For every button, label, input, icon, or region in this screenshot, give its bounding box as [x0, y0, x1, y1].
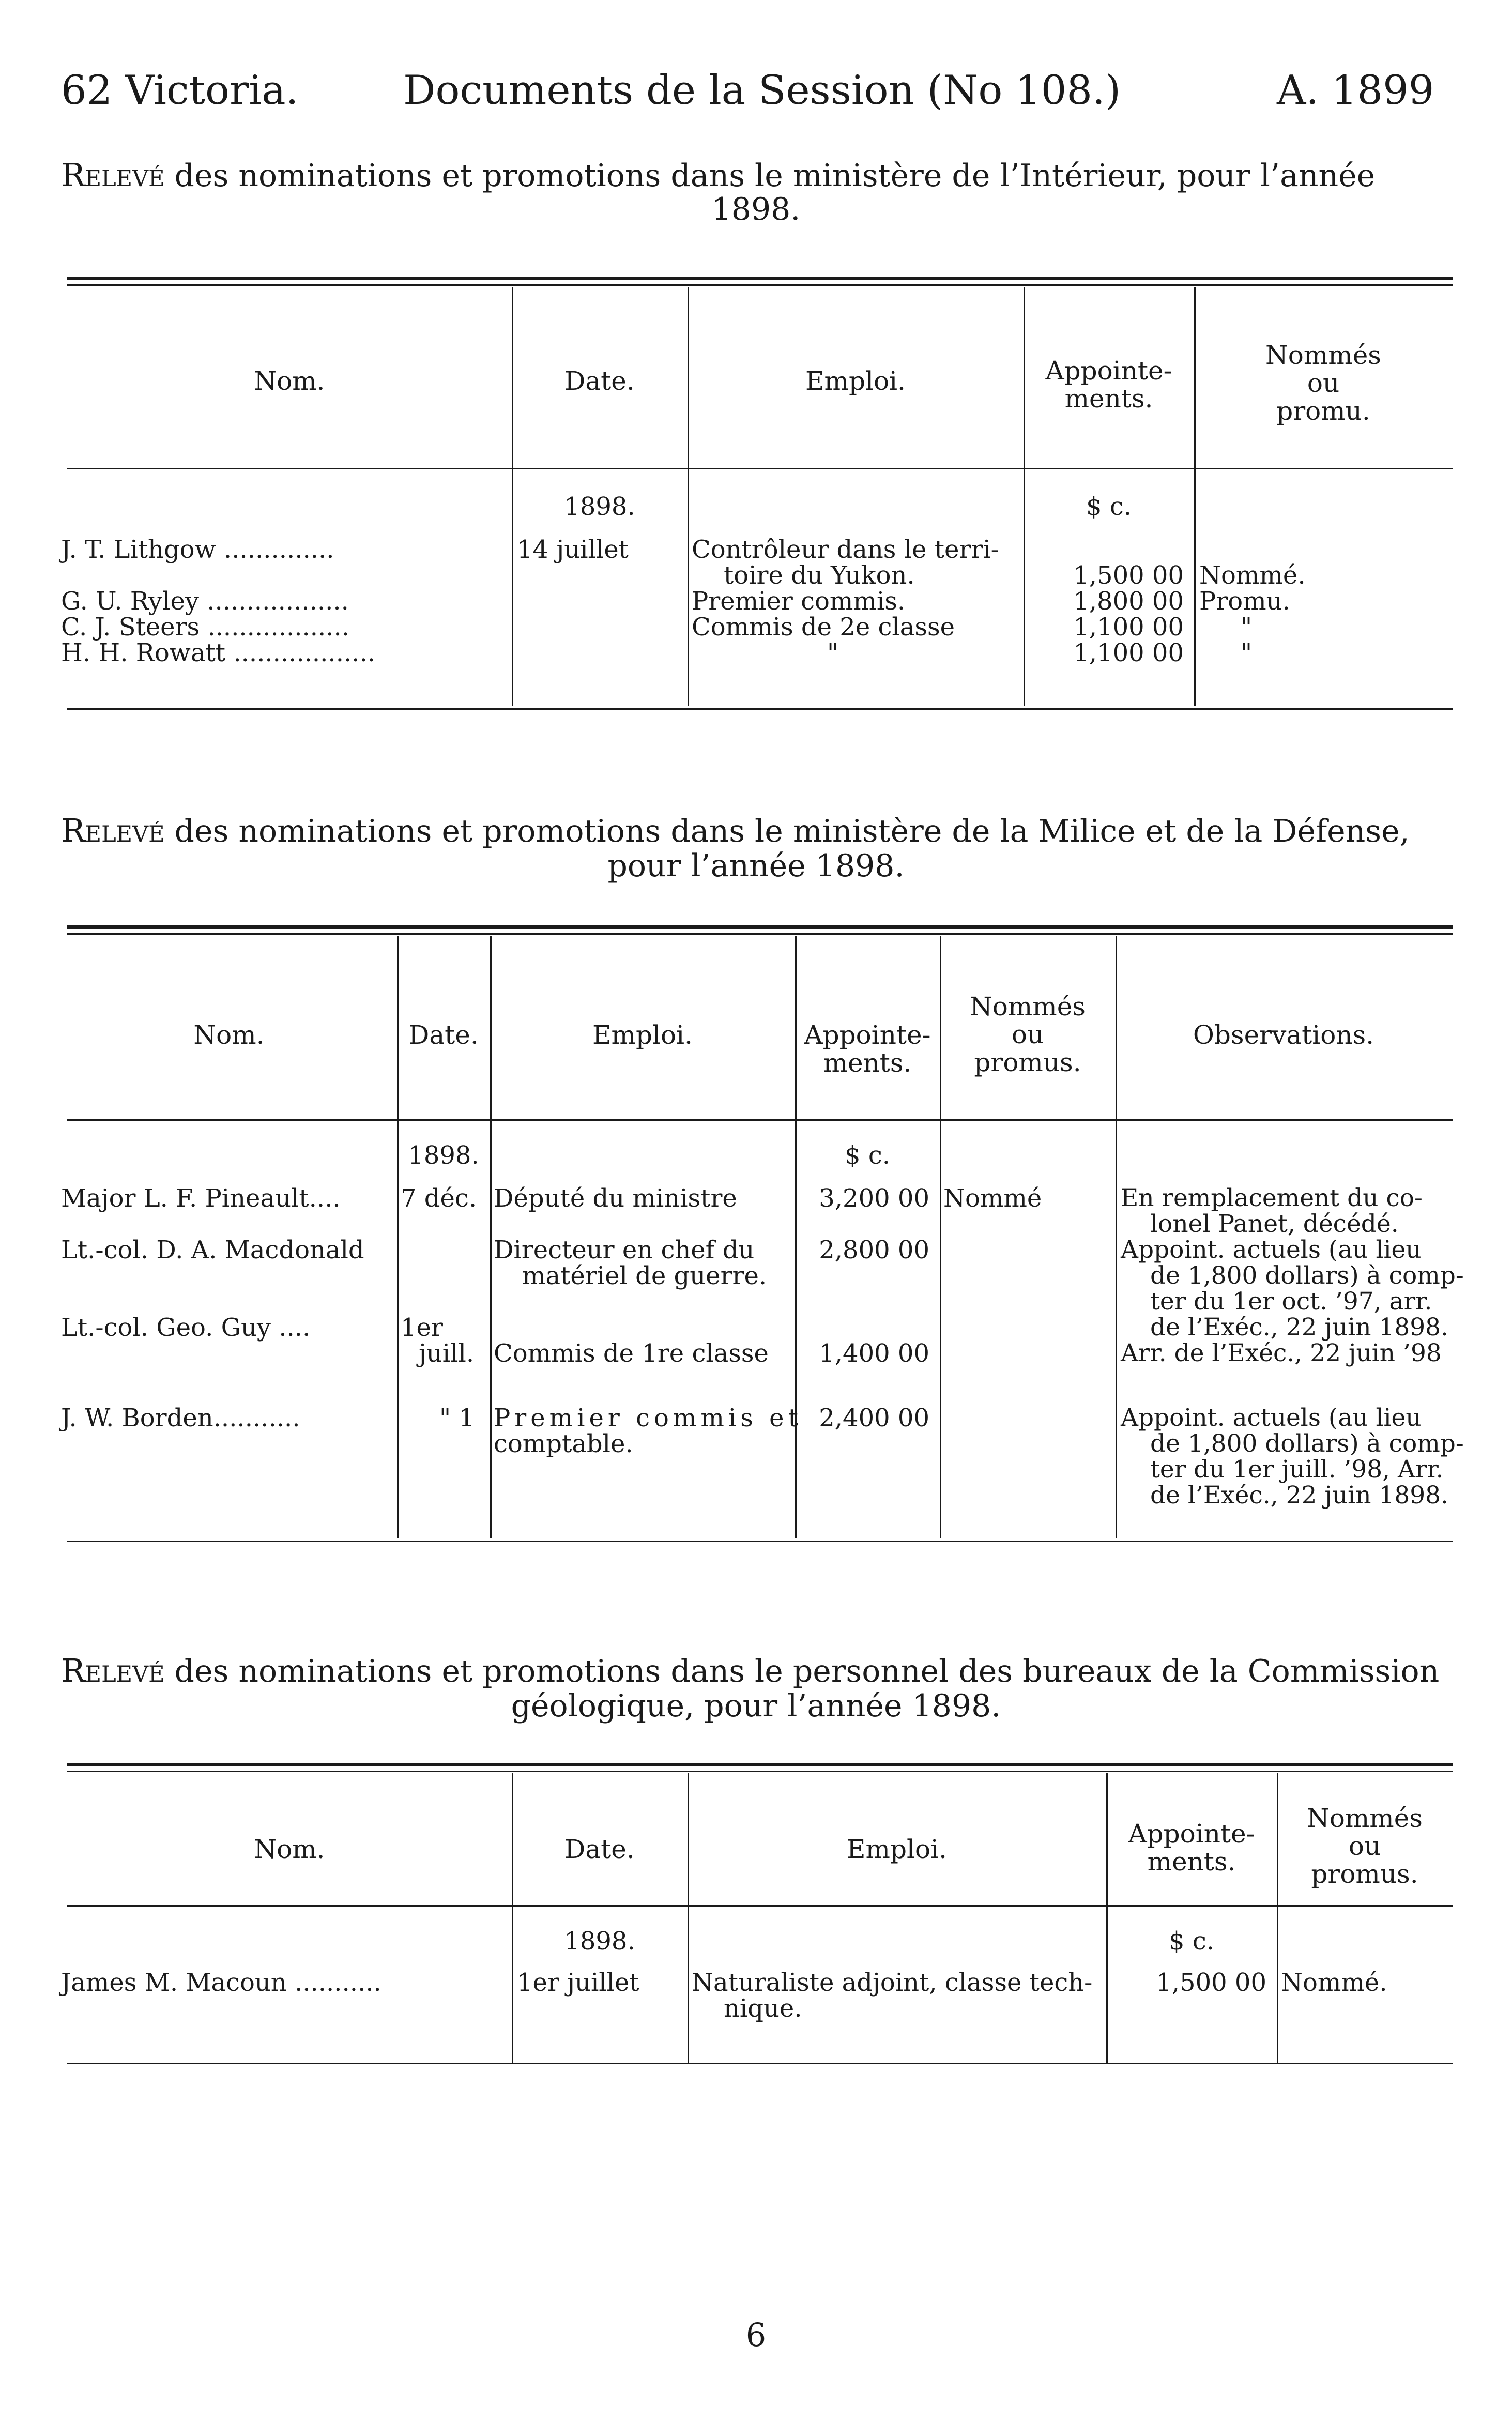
section1-rule-top2 [67, 284, 1453, 286]
section1-col-date: Date. [564, 366, 635, 396]
section3-title-sc: Relevé [61, 1652, 165, 1689]
section1-title-line2: 1898. [711, 191, 801, 227]
page-number: 6 [745, 2316, 767, 2354]
nom: G. U. Ryley [61, 587, 199, 616]
obs: de 1,800 dollars) à comp- [1150, 1429, 1464, 1458]
emploi: toire du Yukon. [724, 561, 915, 590]
section2-col-emploi: Emploi. [592, 1020, 693, 1050]
section2-vline [1116, 936, 1117, 1538]
appoint: 1,100 00 [1073, 613, 1184, 642]
section2-year: 1898. [408, 1141, 479, 1170]
emploi: Commis de 1re classe [494, 1339, 769, 1368]
section3-title-line2: géologique, pour l’année 1898. [511, 1688, 1001, 1724]
obs: de 1,800 dollars) à comp- [1150, 1261, 1464, 1290]
table-row: C. J. Steers .................. [61, 613, 350, 642]
emploi: Premier commis et [494, 1404, 802, 1433]
section1-col-nom: Nom. [254, 366, 325, 396]
emploi: " [827, 638, 839, 667]
date: 14 juillet [517, 535, 629, 564]
section3-year: 1898. [564, 1927, 635, 1956]
table-row: Lt.-col. Geo. Guy .... [61, 1313, 311, 1342]
nom: H. H. Rowatt [61, 638, 226, 667]
section3-col-nom: Nom. [254, 1834, 325, 1864]
nomme: Promu. [1199, 587, 1290, 616]
date: 1er [401, 1313, 443, 1342]
section2-col-obs: Observations. [1193, 1020, 1374, 1050]
obs: lonel Panet, décédé. [1150, 1210, 1399, 1238]
section3-rule-bottom [67, 2063, 1453, 2064]
section1-title [61, 156, 1375, 194]
emploi: Député du ministre [494, 1184, 737, 1213]
date: 1er juillet [517, 1968, 639, 1997]
section2-title-sc: Relevé [61, 812, 165, 849]
emploi: Premier commis. [692, 587, 906, 616]
section2-col-date: Date. [408, 1020, 479, 1050]
nom: J. W. Borden [61, 1404, 213, 1433]
date: juill. [419, 1339, 475, 1368]
table-row [61, 1237, 364, 1263]
appoint: 1,500 00 [1073, 561, 1184, 590]
nom: Major L. F. Pineault [61, 1184, 309, 1213]
nom: J. T. Lithgow [61, 535, 216, 564]
section2-title-rest: des nominations et promotions dans le ministère de la Milice et de la Défense, [174, 813, 1410, 849]
emploi: Commis de 2e classe [692, 613, 955, 642]
obs: Appoint. actuels (au lieu [1121, 1236, 1422, 1264]
section2-col-appoint: Appointe- ments. [804, 1020, 931, 1078]
nomme: " [1241, 638, 1253, 667]
section3-col-date: Date. [564, 1834, 635, 1864]
obs: Appoint. actuels (au lieu [1121, 1404, 1422, 1432]
section2-vline [940, 936, 941, 1538]
appoint: 1,800 00 [1073, 587, 1184, 616]
section1-rule-top [67, 277, 1453, 280]
date: 7 déc. [401, 1184, 477, 1213]
table-row: G. U. Ryley .................. [61, 587, 349, 616]
section2-vline [397, 936, 399, 1538]
section3-title [61, 1652, 1439, 1689]
section3-vline [1106, 1773, 1108, 2063]
date: " 1 [439, 1404, 475, 1433]
section1-vline [1194, 287, 1196, 706]
section2-title [61, 812, 1410, 849]
section1-col-nomme: Nommés ou promu. [1265, 340, 1381, 426]
table-row: Major L. F. Pineault.... [61, 1184, 341, 1213]
table-row: James M. Macoun ........... [61, 1968, 381, 1997]
section1-title-sc: Relevé [61, 156, 165, 194]
appoint: 2,400 00 [819, 1404, 929, 1433]
nom: James M. Macoun [61, 1968, 287, 1997]
section3-rule-top [67, 1763, 1453, 1766]
section2-rule-top [67, 925, 1453, 929]
table-row: J. W. Borden........... [61, 1404, 300, 1433]
appoint: 1,100 00 [1073, 638, 1184, 667]
section2-rule-top2 [67, 933, 1453, 935]
nomme: Nommé. [1281, 1968, 1387, 1997]
nom: Lt.-col. Geo. Guy [61, 1313, 271, 1342]
nomme: " [1241, 613, 1253, 642]
emploi: nique. [724, 1994, 802, 2023]
appoint: 2,800 00 [819, 1236, 929, 1265]
obs: ter du 1er oct. ’97, arr. [1150, 1287, 1432, 1316]
section1-currency: $ c. [1086, 492, 1132, 521]
section2-currency: $ c. [845, 1141, 890, 1170]
section1-vline [688, 287, 689, 706]
section1-rule-bottom [67, 708, 1453, 710]
section2-rule-bottom [67, 1541, 1453, 1542]
emploi: Directeur en chef du [494, 1236, 755, 1265]
section2-title-line2: pour l’année 1898. [607, 848, 905, 884]
section2-col-nom: Nom. [193, 1020, 265, 1050]
header-left: 62 Victoria. [61, 67, 299, 114]
emploi: comptable. [494, 1429, 633, 1458]
section2-col-nomme: Nommés ou promus. [970, 992, 1086, 1077]
section3-rule-head [67, 1905, 1453, 1907]
section2-rule-head [67, 1119, 1453, 1121]
nom: C. J. Steers [61, 613, 200, 642]
emploi: Contrôleur dans le terri- [692, 535, 999, 564]
section3-vline [512, 1773, 513, 2063]
table-row: J. T. Lithgow .............. [61, 535, 334, 564]
nom: Lt.-col. D. A. Macdonald [61, 1236, 364, 1265]
emploi: Naturaliste adjoint, classe tech- [692, 1968, 1093, 1997]
section1-col-emploi: Emploi. [805, 366, 906, 396]
appoint: 3,200 00 [819, 1184, 929, 1213]
section3-col-emploi: Emploi. [847, 1834, 947, 1864]
obs: de l’Exéc., 22 juin 1898. [1150, 1313, 1448, 1342]
section3-currency: $ c. [1169, 1927, 1214, 1956]
section3-vline [688, 1773, 689, 2063]
section3-title-rest: des nominations et promotions dans le personnel des bureaux de la Commission [174, 1653, 1440, 1689]
section1-year: 1898. [564, 492, 635, 521]
section1-rule-head [67, 468, 1453, 469]
appoint: 1,400 00 [819, 1339, 929, 1368]
obs: de l’Exéc., 22 juin 1898. [1150, 1481, 1448, 1510]
obs: Arr. de l’Exéc., 22 juin ’98 [1121, 1339, 1442, 1367]
nomme: Nommé. [1199, 561, 1306, 590]
table-row: H. H. Rowatt .................. [61, 638, 375, 667]
emploi: matériel de guerre. [522, 1261, 767, 1290]
section3-col-nomme: Nommés ou promus. [1307, 1803, 1423, 1889]
nomme: Nommé [943, 1184, 1042, 1213]
header-center: Documents de la Session (No 108.) [403, 67, 1121, 114]
obs: En remplacement du co- [1121, 1184, 1423, 1212]
obs: ter du 1er juill. ’98, Arr. [1150, 1455, 1444, 1484]
section1-col-appoint: Appointe- ments. [1045, 356, 1172, 414]
section3-vline [1277, 1773, 1278, 2063]
section3-col-appoint: Appointe- ments. [1128, 1819, 1255, 1877]
appoint: 1,500 00 [1156, 1968, 1266, 1997]
section1-title-rest: des nominations et promotions dans le ministère de l’Intérieur, pour l’année [174, 158, 1376, 194]
header-right: A. 1899 [1277, 67, 1434, 114]
section3-rule-top2 [67, 1771, 1453, 1772]
section2-vline [490, 936, 492, 1538]
